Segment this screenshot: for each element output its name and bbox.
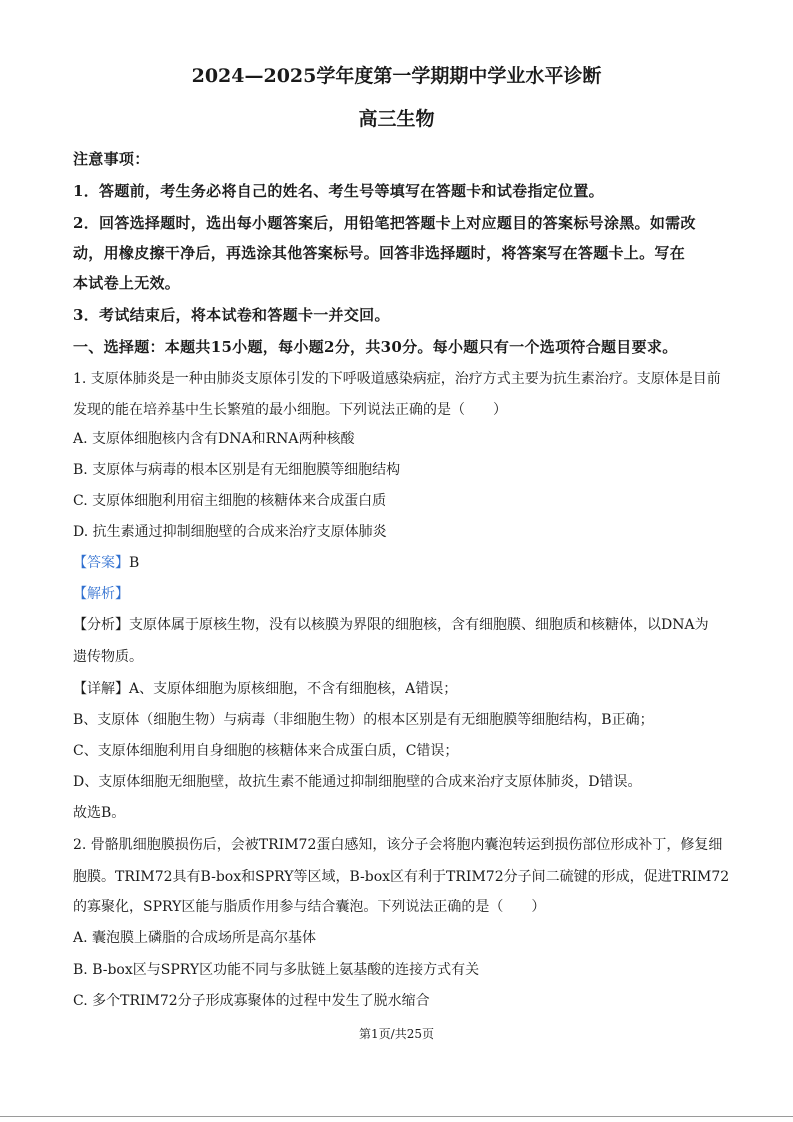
q2-stem-line-2: 胞膜。TRIM72具有B-box和SPRY等区域，B-box区有利于TRIM72分子间二硫键的形成，促进TRIM72	[73, 869, 730, 885]
q1-analysis-line-1	[73, 615, 709, 635]
answer-tag: 【答案】	[73, 555, 129, 571]
notice-item-2-line-2: 动，用橡皮擦干净后，再选涂其他答案标号。回答非选择题时，将答案写在答题卡上。写在	[73, 244, 686, 262]
notice-heading: 注意事项：	[73, 150, 150, 168]
q2-option-b: B. B-box区与SPRY区功能不同与多肽链上氨基酸的连接方式有关	[73, 962, 480, 978]
q1-stem-line-1: 1. 支原体肺炎是一种由肺炎支原体引发的下呼吸道感染病症，治疗方式主要为抗生素治疗。支原体是目前	[73, 371, 721, 387]
notice-item-1: 1．答题前，考生务必将自己的姓名、考生号等填写在答题卡和试卷指定位置。	[73, 182, 604, 200]
q2-stem-line-1: 2. 骨骼肌细胞膜损伤后，会被TRIM72蛋白感知，该分子会将胞内囊泡转运到损伤部位形成补丁，修复细	[73, 837, 723, 853]
detail-tag: 【详解】	[73, 681, 129, 697]
notice-item-3: 3．考试结束后，将本试卷和答题卡一并交回。	[73, 306, 390, 324]
q1-detail-c: C、支原体细胞利用自身细胞的核糖体来合成蛋白质，C错误；	[73, 743, 459, 759]
q1-stem-line-2: 发现的能在培养基中生长繁殖的最小细胞。下列说法正确的是（ ）	[73, 402, 507, 418]
notice-item-2-line-1: 2．回答选择题时，选出每小题答案后，用铅笔把答题卡上对应题目的答案标号涂黑。如需改	[73, 214, 696, 232]
q1-analysis-line-2: 遗传物质。	[73, 649, 143, 665]
q1-detail-d: D、支原体细胞无细胞壁，故抗生素不能通过抑制细胞壁的合成来治疗支原体肺炎，D错误。	[73, 774, 642, 790]
analysis-tag: 【分析】	[73, 617, 129, 633]
detail-a-text: A、支原体细胞为原核细胞，不含有细胞核，A错误；	[129, 681, 458, 697]
q1-option-d: D. 抗生素通过抑制细胞壁的合成来治疗支原体肺炎	[73, 524, 387, 540]
page-number: 第1页/共25页	[359, 1027, 434, 1041]
exam-subject: 高三生物	[358, 108, 435, 130]
notice-item-2-line-3: 本试卷上无效。	[73, 274, 181, 292]
q1-option-b: B. 支原体与病毒的根本区别是有无细胞膜等细胞结构	[73, 462, 401, 478]
section-1-heading: 一、选择题：本题共15小题，每小题2分，共30分。每小题只有一个选项符合题目要求。	[73, 338, 678, 356]
analysis-text: 支原体属于原核生物，没有以核膜为界限的细胞核，含有细胞膜、细胞质和核糖体，以DNA为	[129, 617, 709, 633]
q2-option-a: A. 囊泡膜上磷脂的合成场所是高尔基体	[73, 930, 317, 946]
q1-option-c: C. 支原体细胞利用宿主细胞的核糖体来合成蛋白质	[73, 493, 387, 509]
q1-conclusion: 故选B。	[73, 805, 126, 821]
q2-stem-line-3: 的寡聚化，SPRY区能与脂质作用参与结合囊泡。下列说法正确的是（ ）	[73, 899, 546, 915]
q1-detail-a	[73, 679, 457, 699]
q1-explain	[73, 584, 129, 604]
answer-value: B	[129, 555, 140, 571]
q2-option-c: C. 多个TRIM72分子形成寡聚体的过程中发生了脱水缩合	[73, 993, 430, 1009]
q1-detail-b: B、支原体（细胞生物）与病毒（非细胞生物）的根本区别是有无细胞膜等细胞结构，B正确；	[73, 712, 654, 728]
exam-title: 2024—2025学年度第一学期期中学业水平诊断	[191, 65, 602, 87]
explain-tag: 【解析】	[73, 586, 129, 602]
q1-answer	[73, 553, 139, 573]
bottom-divider	[0, 1116, 793, 1117]
q1-option-a: A. 支原体细胞核内含有DNA和RNA两种核酸	[73, 431, 355, 447]
